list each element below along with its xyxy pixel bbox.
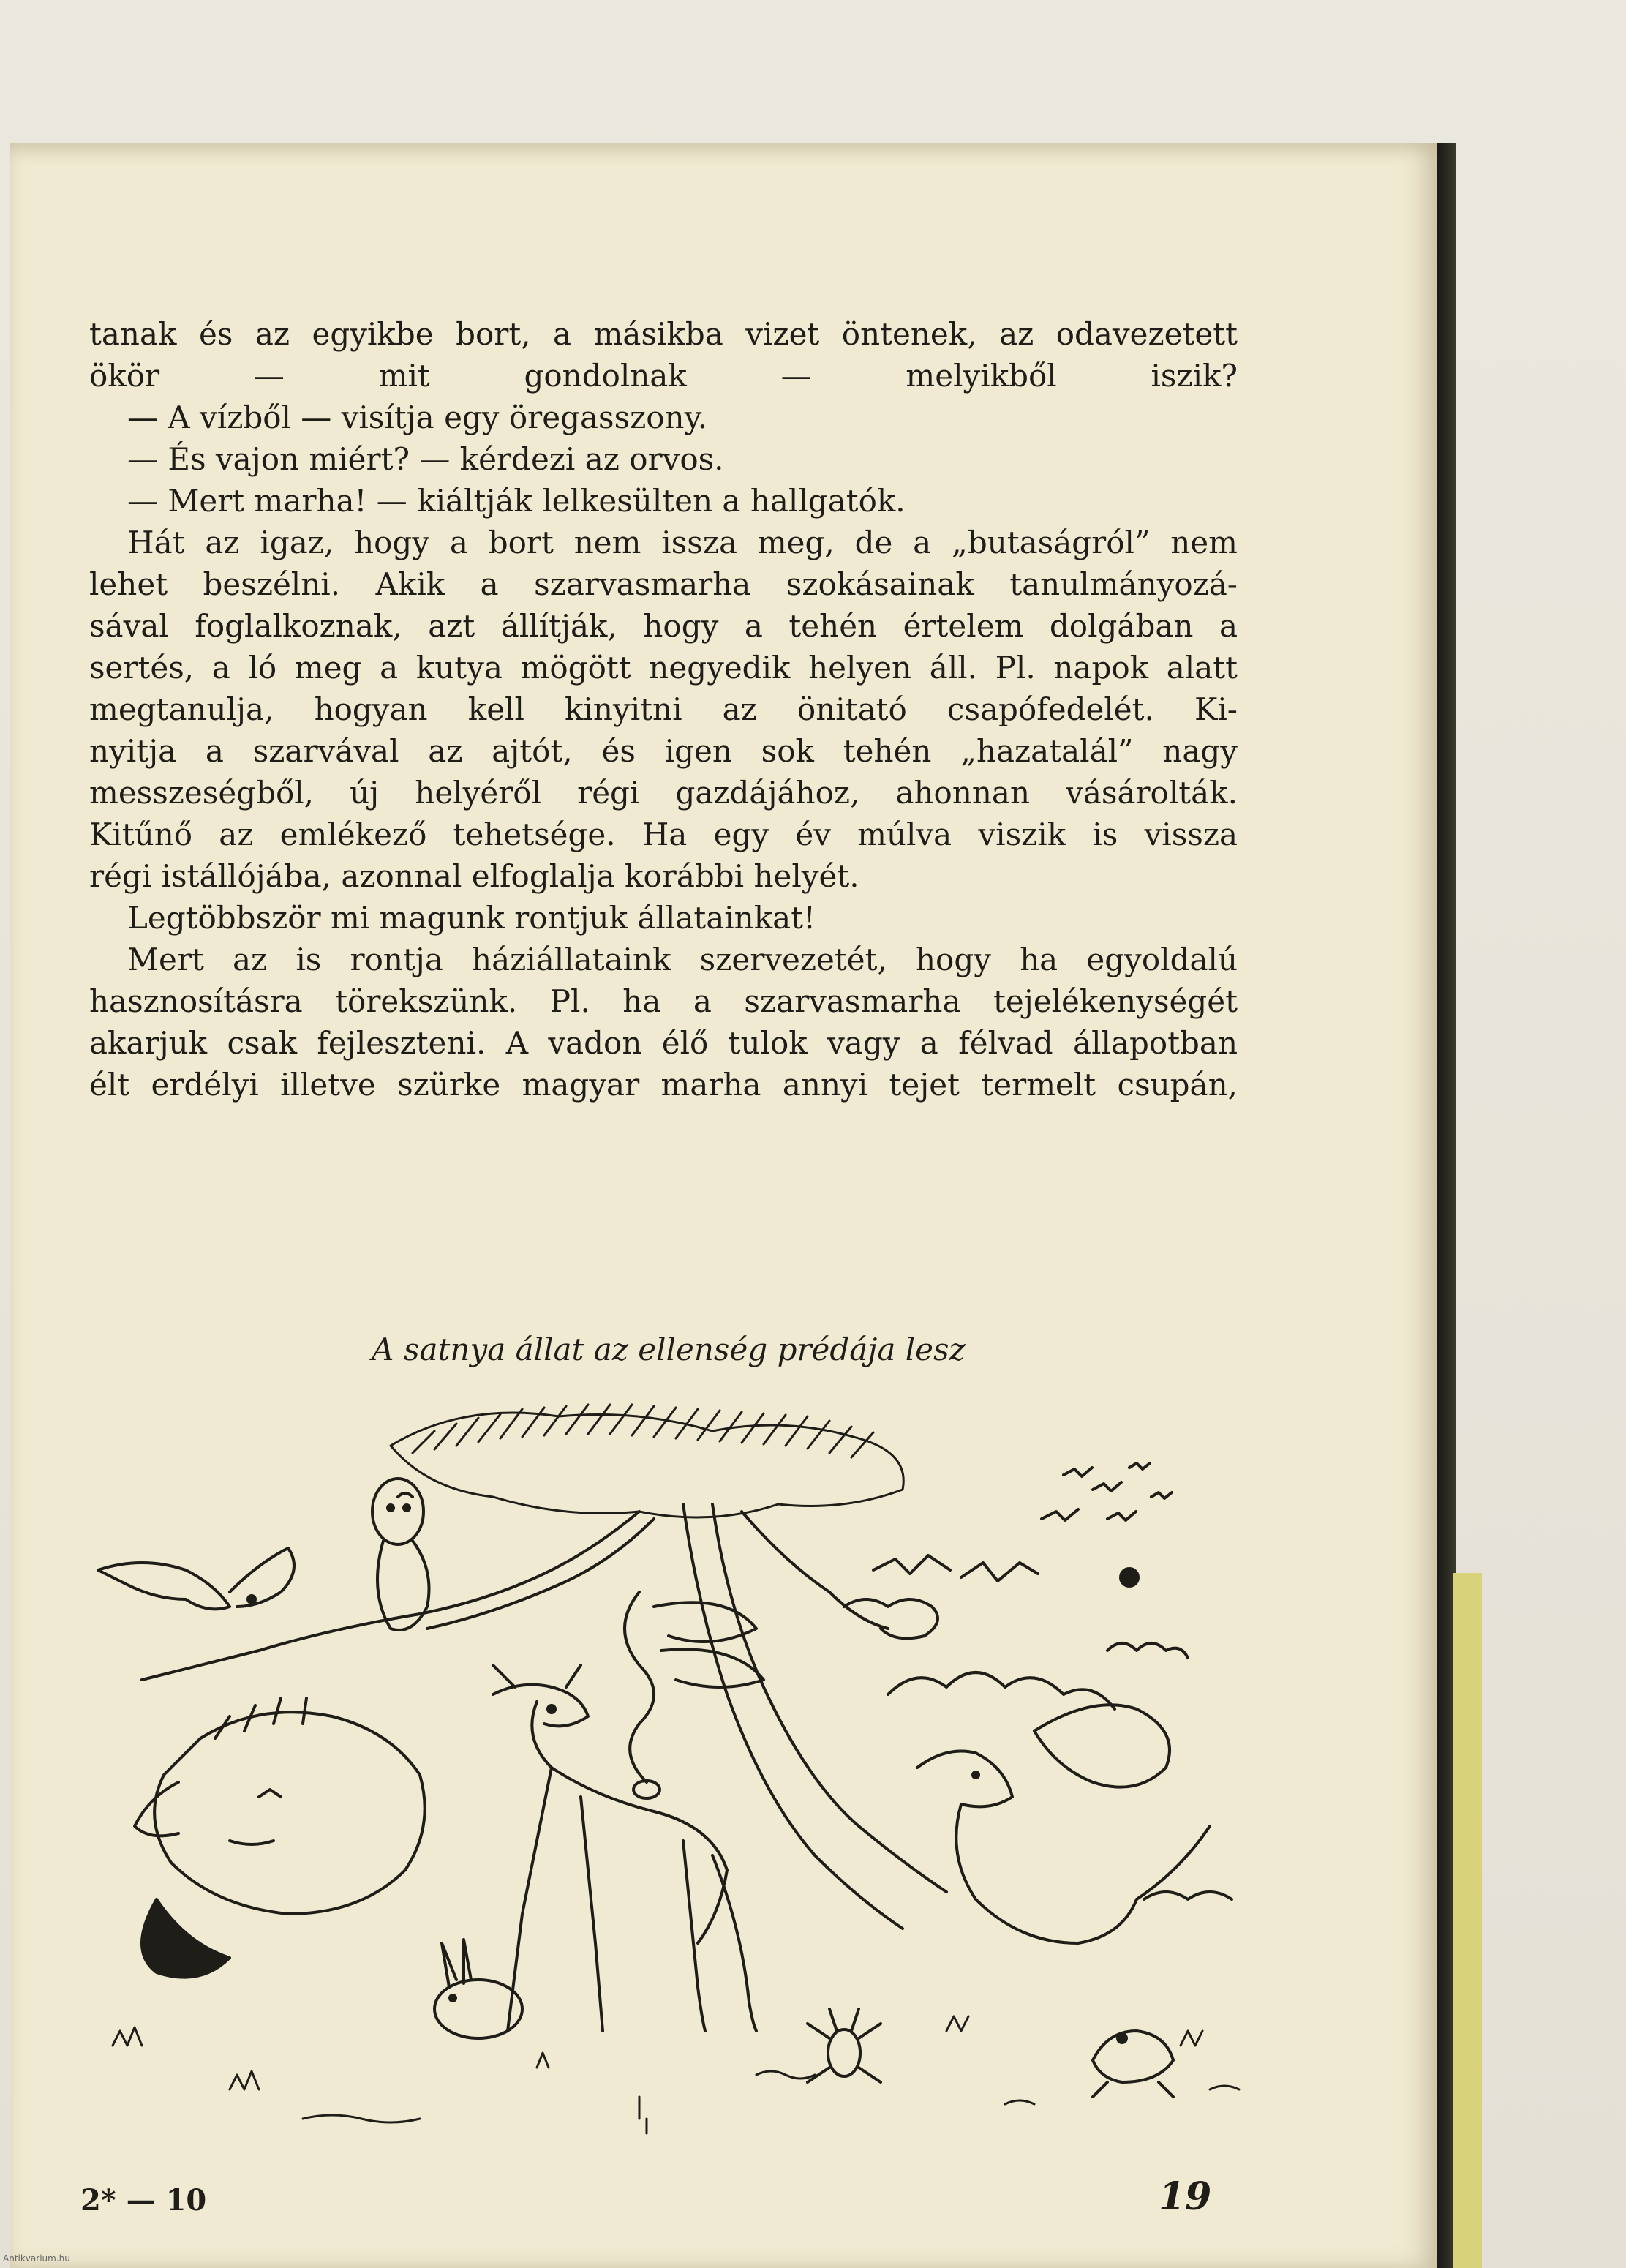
deer-fawn [493, 1665, 756, 2031]
fox [917, 1705, 1210, 1943]
text-line: sával foglalkoznak, azt állítják, hogy a tehén értelem dolgában a [89, 608, 1238, 644]
book-cover-yellow-strip [1453, 1573, 1482, 2268]
text-line: élt erdélyi illetve szürke magyar marha annyi tejet termelt csupán, [89, 1067, 1238, 1103]
body-text [89, 313, 1238, 1105]
tree-trunk [142, 1504, 946, 1929]
snake [625, 1592, 764, 1798]
text-line: tanak és az egyikbe bort, a másikba vizet öntenek, az odavezetett [89, 316, 1238, 352]
text-line: hasznosításra törekszünk. Pl. ha a szarvasmarha tejelékenységét [89, 983, 1238, 1019]
flying-birds [873, 1463, 1172, 1586]
tree-canopy [391, 1405, 903, 1517]
text-line: Legtöbbször mi magunk rontjuk állatainkat! [127, 900, 816, 936]
text-line: — És vajon miért? — kérdezi az orvos. [127, 441, 724, 477]
text-line: megtanulja, hogyan kell kinyitni az önitató csapófedelét. Ki- [89, 691, 1238, 727]
text-line: Kitűnő az emlékező tehetsége. Ha egy év múlva viszik is vissza [89, 816, 1238, 852]
text-line: sertés, a ló meg a kutya mögött negyedik helyen áll. Pl. napok alatt [89, 650, 1238, 686]
frog [1093, 2031, 1173, 2097]
watermark: Antikvarium.hu [3, 2253, 70, 2264]
text-line: — Mert marha! — kiáltják lelkesülten a hallgatók. [127, 483, 906, 519]
illustration-caption: A satnya állat az ellenség prédája lesz [372, 1332, 966, 1367]
forest-animals-illustration [83, 1387, 1254, 2155]
text-line: akarjuk csak fejleszteni. A vadon élő tulok vagy a félvad állapotban [89, 1025, 1238, 1061]
text-line: — A vízből — visítja egy öregasszony. [127, 399, 708, 435]
text-line: messzeségből, új helyéről régi gazdájához, ahonnan vásárolták. [89, 775, 1238, 811]
text-line: lehet beszélni. Akik a szarvasmarha szokásainak tanulmányozá- [89, 566, 1238, 602]
text-line: ökör — mit gondolnak — melyikből iszik? [89, 358, 1238, 394]
text-line: régi istállójába, azonnal elfoglalja korábbi helyét. [89, 858, 859, 894]
monkey-on-branch [372, 1479, 429, 1630]
printer-signature: 2* — 10 [80, 2183, 207, 2218]
text-line: nyitja a szarvával az ajtót, és igen sok tehén „hazatalál” nagy [89, 733, 1238, 769]
ground-grass [113, 2016, 1239, 2133]
text-line: Hát az igaz, hogy a bort nem issza meg, de a „butaságról” nem [127, 525, 1238, 560]
bird-left [98, 1548, 294, 1609]
book-page [10, 143, 1437, 2268]
page-number: 19 [1159, 2174, 1212, 2219]
bushes-right [888, 1643, 1232, 1899]
beetle [808, 2009, 881, 2082]
wolf [135, 1698, 425, 1978]
text-line: Mert az is rontja háziállataink szervezetét, hogy ha egyoldalú [127, 942, 1238, 977]
